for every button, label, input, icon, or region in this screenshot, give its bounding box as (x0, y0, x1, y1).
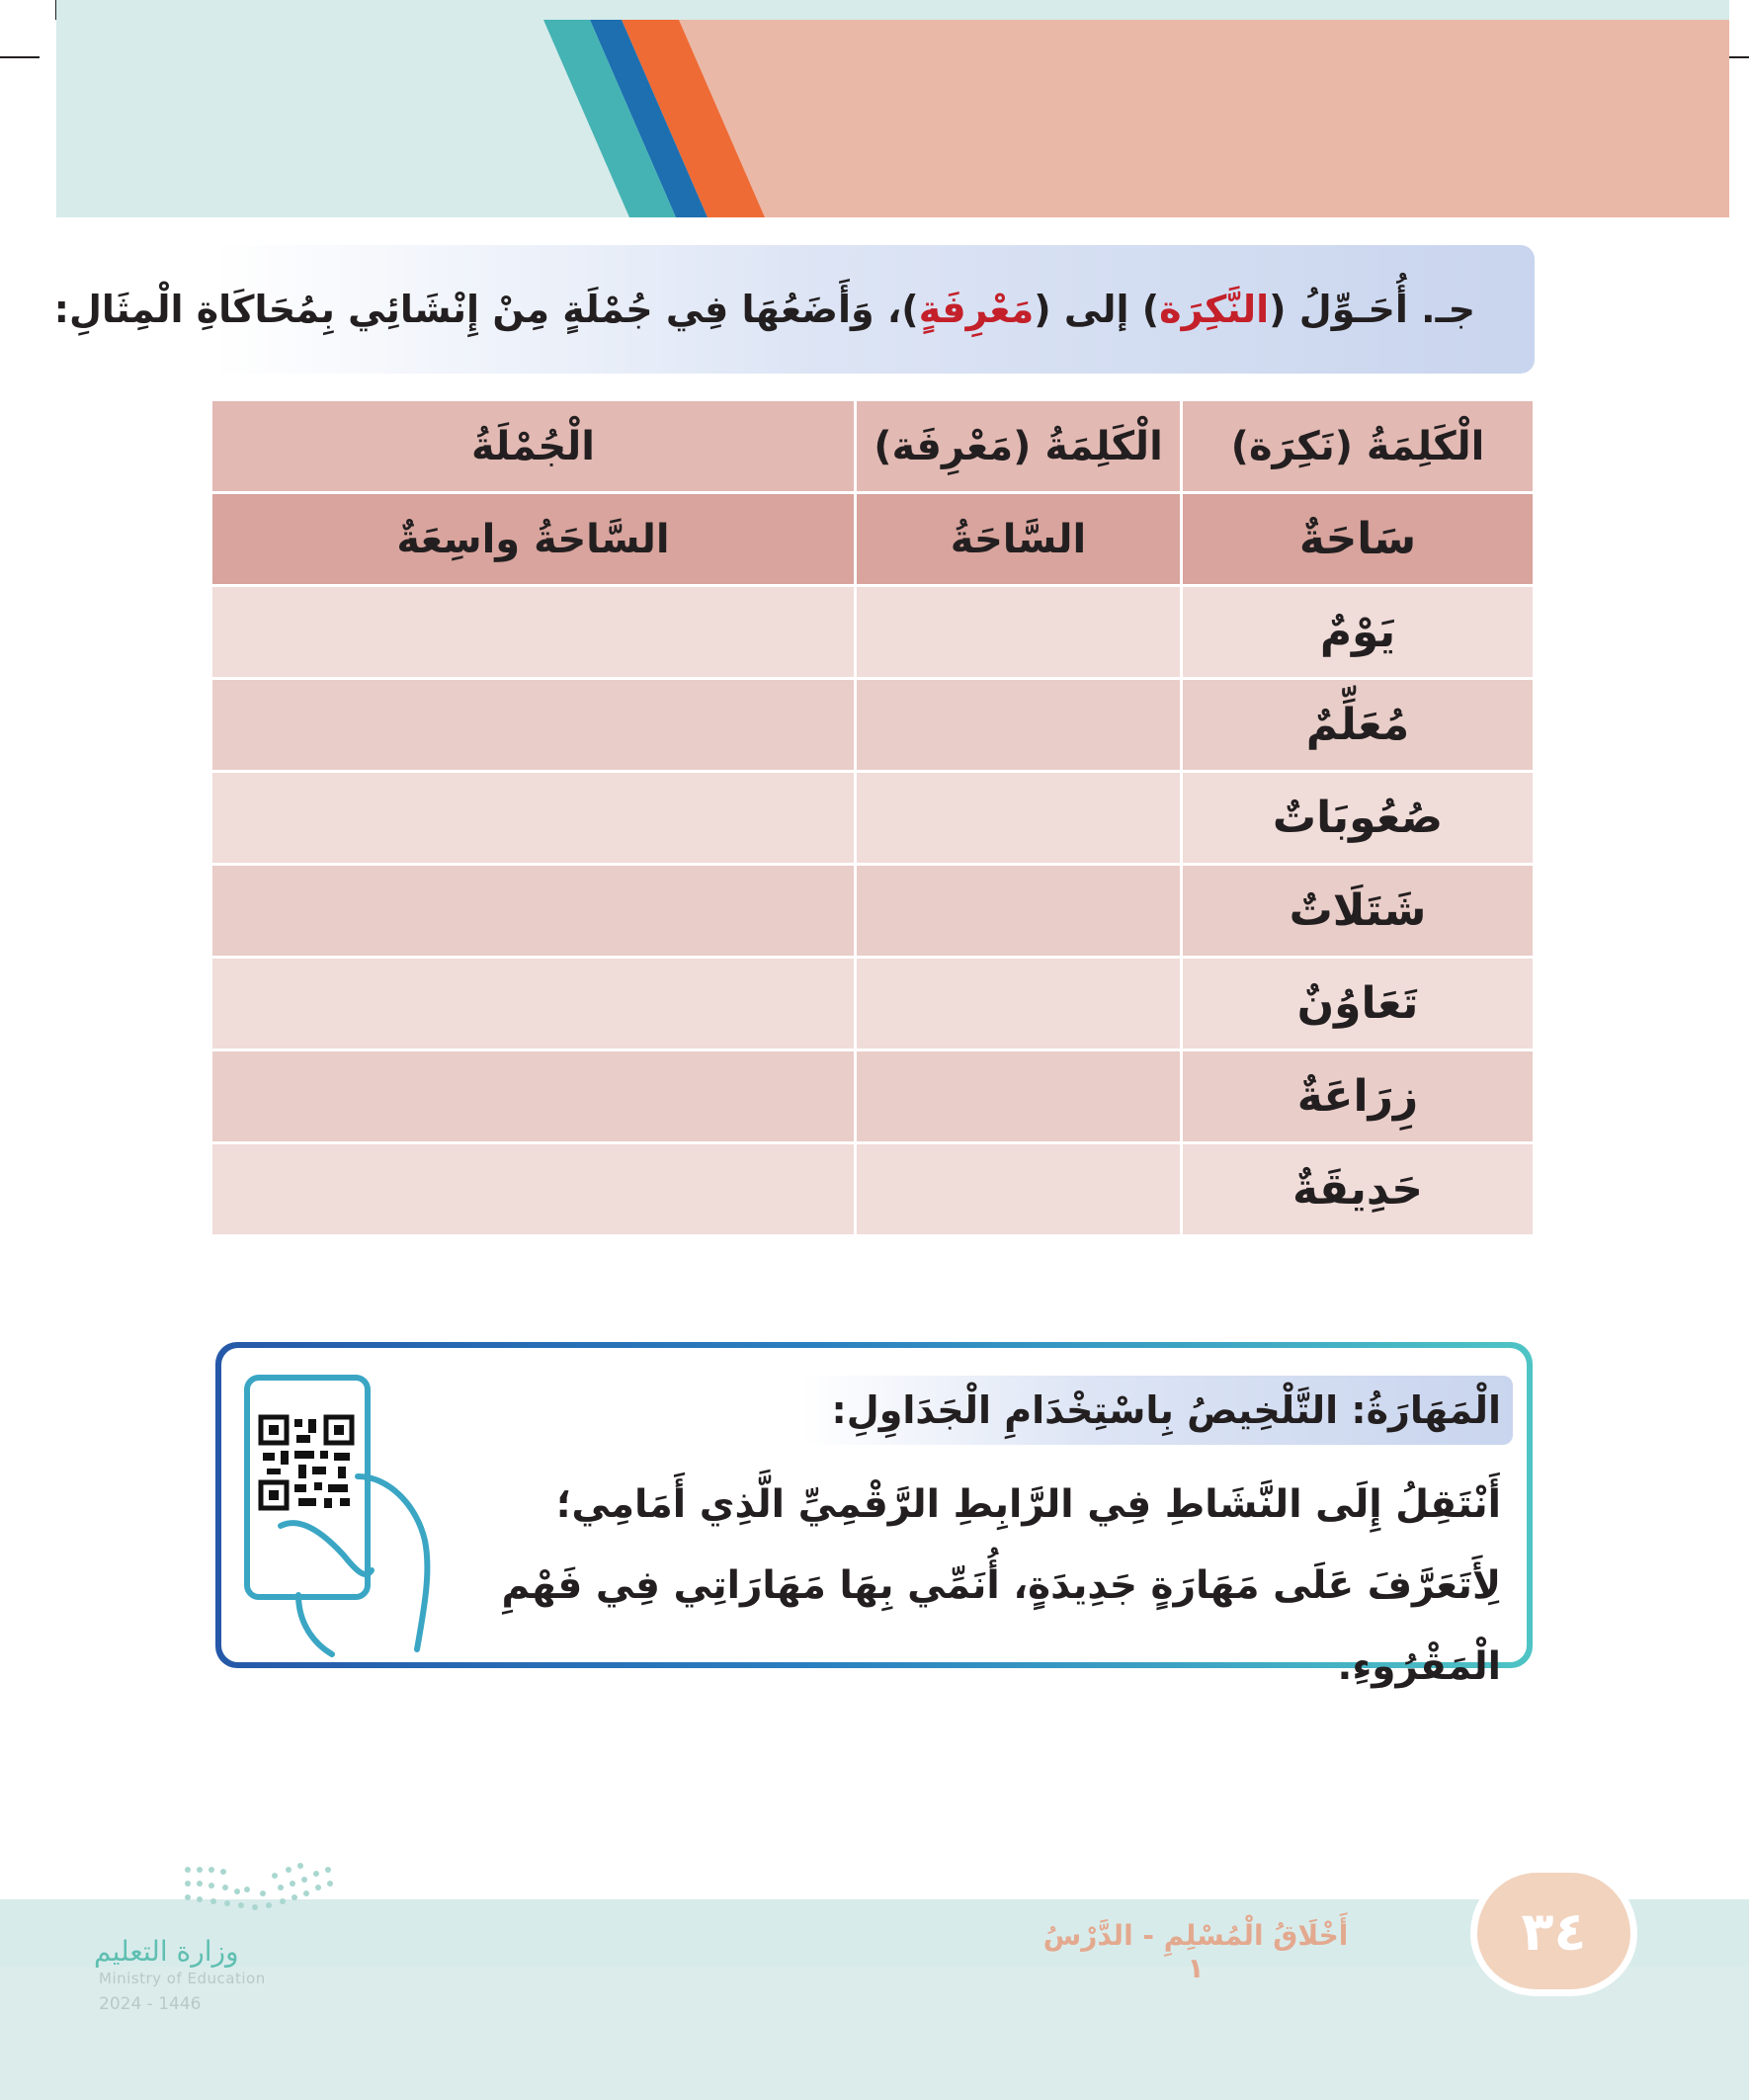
example-word: سَاحَةٌ (1182, 493, 1535, 586)
ministry-dots-icon (178, 1858, 346, 1927)
phone-hand-icon (241, 1368, 439, 1659)
header-sentence: الْجُمْلَةُ (211, 400, 856, 493)
sentence-answer-cell[interactable] (211, 772, 856, 865)
word-cell: حَدِيقَةٌ (1182, 1143, 1535, 1236)
ministry-year: 2024 - 1446 (99, 1994, 202, 2014)
definite-answer-cell[interactable] (856, 958, 1182, 1050)
instruction-maarifa: مَعْرِفَةٍ (918, 288, 1035, 331)
table-row (211, 586, 1535, 679)
sentence-answer-cell[interactable] (211, 586, 856, 679)
qr-phone-link[interactable] (241, 1368, 439, 1659)
table-row (211, 679, 1535, 772)
sentence-answer-cell[interactable] (211, 1050, 856, 1143)
definite-answer-cell[interactable] (856, 865, 1182, 958)
definite-answer-cell[interactable] (856, 772, 1182, 865)
definite-answer-cell[interactable] (856, 1050, 1182, 1143)
skill-body: أَنْتَقِلُ إِلَى النَّشَاطِ فِي الرَّابِطِ الرَّقْمِيِّ الَّذِي أَمَامِي؛ لِأَتَعَرَّفَ عَلَى مَهَارَةٍ جَدِيدَةٍ، أُنَمِّي بِهَا مَهَارَاتِي فِي فَهْمِ الْمَقْرُوءِ. (501, 1482, 1501, 1689)
header-peach-area (679, 20, 1729, 217)
table-row (211, 772, 1535, 865)
skill-title: الْمَهَارَةُ: التَّلْخِيصُ بِاسْتِخْدَامِ الْجَدَاوِلِ: (801, 1376, 1513, 1445)
table-row (211, 958, 1535, 1050)
sentence-answer-cell[interactable] (211, 958, 856, 1050)
sentence-answer-cell[interactable] (211, 1143, 856, 1236)
word-cell: صُعُوبَاتٌ (1182, 772, 1535, 865)
definite-answer-cell[interactable] (856, 586, 1182, 679)
table-row (211, 1143, 1535, 1236)
table-row (211, 1050, 1535, 1143)
example-definite: السَّاحَةُ (856, 493, 1182, 586)
header-definite-word: الْكَلِمَةُ (مَعْرِفَة) (856, 400, 1182, 493)
table-header-row (211, 400, 1535, 493)
header-indefinite-word: الْكَلِمَةُ (نَكِرَة) (1182, 400, 1535, 493)
instruction-banner (53, 245, 1535, 374)
skill-box-inner (221, 1348, 1527, 1689)
lesson-label: أَخْلَاقُ الْمُسْلِمِ - الدَّرْسُ ١ (1042, 1919, 1349, 1984)
skill-box (215, 1342, 1533, 1689)
ministry-name-en: Ministry of Education (99, 1970, 266, 1987)
word-cell: تَعَاوُنٌ (1182, 958, 1535, 1050)
crop-mark (0, 56, 40, 58)
exercise-table (212, 398, 1536, 1215)
qr-code-icon (259, 1415, 354, 1510)
instruction-suffix: )، وَأَضَعُهَا فِي جُمْلَةٍ مِنْ إِنْشَائِي بِمُحَاكَاةِ الْمِثَالِ: (53, 288, 919, 331)
example-sentence: السَّاحَةُ واسِعَةٌ (211, 493, 856, 586)
definite-answer-cell[interactable] (856, 1143, 1182, 1236)
instruction-nakira: النَّكِرَة (1159, 288, 1270, 331)
word-cell: مُعَلِّمٌ (1182, 679, 1535, 772)
definite-answer-cell[interactable] (856, 679, 1182, 772)
sentence-answer-cell[interactable] (211, 865, 856, 958)
word-cell: يَوْمٌ (1182, 586, 1535, 679)
ministry-name-ar: وزارة التعليم (94, 1935, 239, 1968)
header-band (56, 0, 1729, 217)
example-row (211, 493, 1535, 586)
word-cell: شَتَلَاتٌ (1182, 865, 1535, 958)
ministry-logo (94, 1858, 361, 2016)
word-cell: زِرَاعَةٌ (1182, 1050, 1535, 1143)
page-number: ٣٤ (1477, 1873, 1630, 1989)
instruction-middle: ) إلى ( (1034, 288, 1160, 331)
instruction-prefix: جـ. أُحَـوِّلُ ( (1269, 288, 1475, 331)
sentence-answer-cell[interactable] (211, 679, 856, 772)
table-row (211, 865, 1535, 958)
